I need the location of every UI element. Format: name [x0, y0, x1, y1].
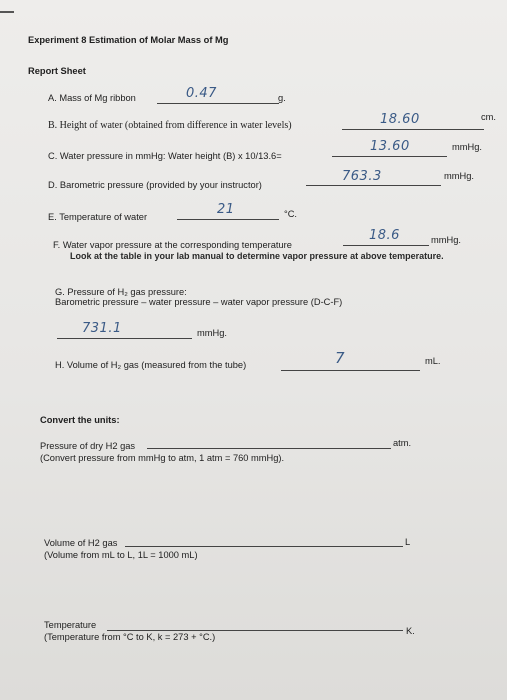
volume-h2-label: Volume of H2 gas — [44, 538, 118, 548]
item-f-note: Look at the table in your lab manual to determine vapor pressure at above temperature. — [70, 251, 444, 261]
volume-h2-unit: L — [405, 537, 411, 547]
temperature-line[interactable] — [107, 630, 403, 631]
item-d-label: D. Barometric pressure (provided by your instructor) — [48, 180, 262, 190]
temperature-label: Temperature — [44, 620, 97, 630]
item-h-label: H. Volume of H₂ gas (measured from the tube) — [55, 360, 247, 370]
item-g-label: G. Pressure of H₂ gas pressure: — [55, 287, 187, 297]
temperature-note: (Temperature from °C to K, k = 273 + °C.) — [44, 632, 216, 642]
pressure-dry-label: Pressure of dry H2 gas — [40, 441, 136, 451]
pressure-dry-unit: atm. — [393, 438, 412, 448]
pressure-dry-line[interactable] — [147, 448, 391, 449]
item-b-value[interactable]: 18.60 — [380, 112, 420, 127]
convert-heading: Convert the units: — [40, 415, 120, 425]
item-d-line — [306, 185, 441, 186]
item-e-unit: °C. — [284, 209, 298, 219]
item-h-line — [281, 370, 420, 371]
item-g-unit: mmHg. — [197, 328, 227, 338]
volume-h2-line[interactable] — [125, 546, 403, 547]
item-b-unit: cm. — [481, 112, 496, 122]
item-f-unit: mmHg. — [431, 235, 461, 245]
item-f-label: F. Water vapor pressure at the corresponding temperature — [53, 240, 292, 250]
item-b-label: B. Height of water (obtained from difference in water levels) — [48, 120, 292, 131]
item-a-unit: g. — [278, 93, 286, 103]
experiment-title: Experiment 8 Estimation of Molar Mass of Mg — [28, 35, 229, 45]
temperature-unit: K. — [406, 626, 415, 636]
item-c-value[interactable]: 13.60 — [370, 139, 410, 154]
item-b-line — [342, 129, 484, 130]
item-e-value[interactable]: 21 — [217, 202, 235, 217]
item-f-line — [343, 245, 429, 246]
item-a-line — [157, 103, 279, 104]
item-e-line — [177, 219, 279, 220]
item-e-label: E. Temperature of water — [48, 212, 148, 222]
pressure-dry-note: (Convert pressure from mmHg to atm, 1 atm = 760 mmHg). — [40, 453, 285, 463]
item-c-label: C. Water pressure in mmHg: Water height (B) x 10/13.6= — [48, 151, 282, 161]
volume-h2-note: (Volume from mL to L, 1L = 1000 mL) — [44, 550, 198, 560]
item-h-value[interactable]: 7 — [335, 349, 346, 367]
item-f-value[interactable]: 18.6 — [369, 228, 400, 243]
item-h-unit: mL. — [425, 356, 441, 366]
report-sheet-heading: Report Sheet — [28, 66, 86, 76]
item-d-value[interactable]: 763.3 — [342, 169, 382, 184]
item-g-value[interactable]: 731.1 — [82, 321, 122, 336]
item-c-unit: mmHg. — [452, 142, 482, 152]
item-a-label: A. Mass of Mg ribbon — [48, 93, 136, 103]
item-c-line — [332, 156, 447, 157]
page-corner-mark — [0, 11, 14, 13]
item-g-formula: Barometric pressure – water pressure – water vapor pressure (D-C-F) — [55, 297, 343, 307]
item-g-line — [57, 338, 192, 339]
item-a-value[interactable]: 0.47 — [186, 86, 217, 101]
item-d-unit: mmHg. — [444, 171, 474, 181]
